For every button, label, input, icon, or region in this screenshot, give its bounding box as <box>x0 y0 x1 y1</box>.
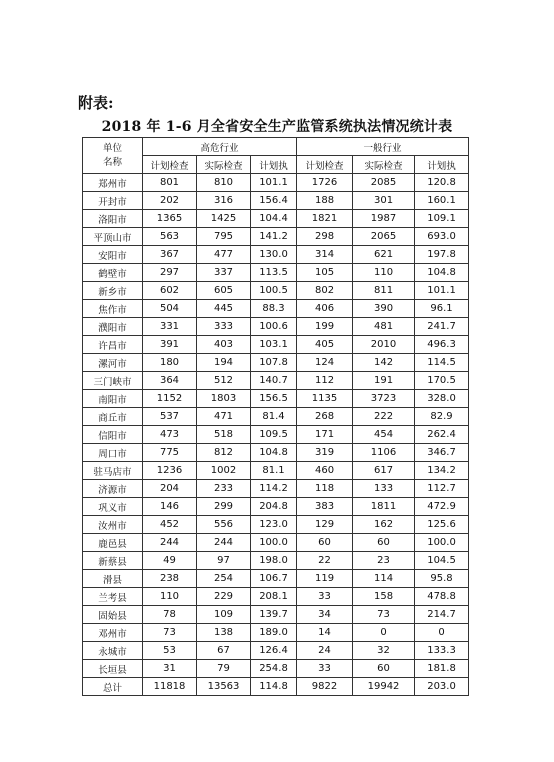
value-cell: 1821 <box>297 210 353 228</box>
value-cell: 298 <box>297 228 353 246</box>
value-cell: 1987 <box>353 210 415 228</box>
value-cell: 73 <box>353 606 415 624</box>
value-cell: 125.6 <box>415 516 469 534</box>
value-cell: 78 <box>143 606 197 624</box>
value-cell: 314 <box>297 246 353 264</box>
unit-name-cell: 新蔡县 <box>83 552 143 570</box>
value-cell: 103.1 <box>251 336 297 354</box>
table-row <box>83 354 469 372</box>
unit-name-cell: 三门峡市 <box>83 372 143 390</box>
value-cell: 254.8 <box>251 660 297 678</box>
table-row <box>83 660 469 678</box>
value-cell: 100.5 <box>251 282 297 300</box>
value-cell: 537 <box>143 408 197 426</box>
unit-name-cell: 滑县 <box>83 570 143 588</box>
table-row <box>83 408 469 426</box>
value-cell: 194 <box>197 354 251 372</box>
value-cell: 114 <box>353 570 415 588</box>
value-cell: 104.4 <box>251 210 297 228</box>
value-cell: 197.8 <box>415 246 469 264</box>
value-cell: 1365 <box>143 210 197 228</box>
value-cell: 802 <box>297 282 353 300</box>
value-cell: 364 <box>143 372 197 390</box>
value-cell: 801 <box>143 174 197 192</box>
value-cell: 139.7 <box>251 606 297 624</box>
value-cell: 328.0 <box>415 390 469 408</box>
value-cell: 0 <box>415 624 469 642</box>
value-cell: 112.7 <box>415 480 469 498</box>
value-cell: 198.0 <box>251 552 297 570</box>
value-cell: 129 <box>297 516 353 534</box>
value-cell: 2065 <box>353 228 415 246</box>
value-cell: 124 <box>297 354 353 372</box>
value-cell: 97 <box>197 552 251 570</box>
unit-name-cell: 郑州市 <box>83 174 143 192</box>
unit-name-header <box>83 138 143 174</box>
value-cell: 158 <box>353 588 415 606</box>
unit-name-cell: 洛阳市 <box>83 210 143 228</box>
unit-name-cell: 汝州市 <box>83 516 143 534</box>
value-cell: 96.1 <box>415 300 469 318</box>
value-cell: 1106 <box>353 444 415 462</box>
value-cell: 104.8 <box>415 264 469 282</box>
table-body <box>83 174 469 696</box>
table-row <box>83 480 469 498</box>
value-cell: 14 <box>297 624 353 642</box>
value-cell: 383 <box>297 498 353 516</box>
value-cell: 120.8 <box>415 174 469 192</box>
value-cell: 391 <box>143 336 197 354</box>
unit-name-cell: 鹤壁市 <box>83 264 143 282</box>
value-cell: 123.0 <box>251 516 297 534</box>
table-row <box>83 336 469 354</box>
value-cell: 107.8 <box>251 354 297 372</box>
value-cell: 518 <box>197 426 251 444</box>
value-cell: 104.8 <box>251 444 297 462</box>
value-cell: 112 <box>297 372 353 390</box>
value-cell: 512 <box>197 372 251 390</box>
value-cell: 811 <box>353 282 415 300</box>
value-cell: 88.3 <box>251 300 297 318</box>
value-cell: 406 <box>297 300 353 318</box>
value-cell: 109.5 <box>251 426 297 444</box>
value-cell: 100.6 <box>251 318 297 336</box>
value-cell: 134.2 <box>415 462 469 480</box>
value-cell: 180 <box>143 354 197 372</box>
value-cell: 203.0 <box>415 678 469 696</box>
value-cell: 605 <box>197 282 251 300</box>
unit-name-cell: 焦作市 <box>83 300 143 318</box>
value-cell: 118 <box>297 480 353 498</box>
value-cell: 106.7 <box>251 570 297 588</box>
value-cell: 113.5 <box>251 264 297 282</box>
value-cell: 101.1 <box>415 282 469 300</box>
unit-name-cell: 永城市 <box>83 642 143 660</box>
unit-name-cell: 濮阳市 <box>83 318 143 336</box>
table-row <box>83 282 469 300</box>
value-cell: 130.0 <box>251 246 297 264</box>
value-cell: 1803 <box>197 390 251 408</box>
unit-header-line1: 单位 <box>102 142 122 154</box>
value-cell: 1425 <box>197 210 251 228</box>
value-cell: 133 <box>353 480 415 498</box>
value-cell: 460 <box>297 462 353 480</box>
value-cell: 133.3 <box>415 642 469 660</box>
value-cell: 104.5 <box>415 552 469 570</box>
value-cell: 142 <box>353 354 415 372</box>
value-cell: 795 <box>197 228 251 246</box>
value-cell: 268 <box>297 408 353 426</box>
table-row <box>83 192 469 210</box>
value-cell: 101.1 <box>251 174 297 192</box>
value-cell: 82.9 <box>415 408 469 426</box>
value-cell: 2085 <box>353 174 415 192</box>
value-cell: 452 <box>143 516 197 534</box>
value-cell: 60 <box>297 534 353 552</box>
table-row <box>83 210 469 228</box>
value-cell: 333 <box>197 318 251 336</box>
value-cell: 140.7 <box>251 372 297 390</box>
value-cell: 244 <box>197 534 251 552</box>
value-cell: 53 <box>143 642 197 660</box>
value-cell: 775 <box>143 444 197 462</box>
value-cell: 73 <box>143 624 197 642</box>
value-cell: 110 <box>353 264 415 282</box>
value-cell: 367 <box>143 246 197 264</box>
value-cell: 100.0 <box>251 534 297 552</box>
value-cell: 33 <box>297 588 353 606</box>
value-cell: 1152 <box>143 390 197 408</box>
value-cell: 810 <box>197 174 251 192</box>
unit-header-line2: 名称 <box>102 156 122 168</box>
table-row <box>83 642 469 660</box>
value-cell: 11818 <box>143 678 197 696</box>
value-cell: 1726 <box>297 174 353 192</box>
col-header: 计划检查 <box>143 156 197 174</box>
value-cell: 254 <box>197 570 251 588</box>
table-row <box>83 318 469 336</box>
unit-name-cell: 平顶山市 <box>83 228 143 246</box>
unit-name-cell: 漯河市 <box>83 354 143 372</box>
col-header: 计划执 <box>415 156 469 174</box>
value-cell: 13563 <box>197 678 251 696</box>
value-cell: 114.8 <box>251 678 297 696</box>
value-cell: 297 <box>143 264 197 282</box>
value-cell: 337 <box>197 264 251 282</box>
value-cell: 316 <box>197 192 251 210</box>
value-cell: 496.3 <box>415 336 469 354</box>
value-cell: 60 <box>353 660 415 678</box>
value-cell: 238 <box>143 570 197 588</box>
value-cell: 156.4 <box>251 192 297 210</box>
value-cell: 563 <box>143 228 197 246</box>
value-cell: 202 <box>143 192 197 210</box>
value-cell: 105 <box>297 264 353 282</box>
value-cell: 60 <box>353 534 415 552</box>
value-cell: 222 <box>353 408 415 426</box>
table-row <box>83 588 469 606</box>
value-cell: 81.1 <box>251 462 297 480</box>
value-cell: 119 <box>297 570 353 588</box>
value-cell: 445 <box>197 300 251 318</box>
value-cell: 141.2 <box>251 228 297 246</box>
col-header: 实际检查 <box>197 156 251 174</box>
unit-name-cell: 商丘市 <box>83 408 143 426</box>
value-cell: 162 <box>353 516 415 534</box>
value-cell: 109 <box>197 606 251 624</box>
value-cell: 126.4 <box>251 642 297 660</box>
value-cell: 114.5 <box>415 354 469 372</box>
value-cell: 19942 <box>353 678 415 696</box>
value-cell: 331 <box>143 318 197 336</box>
value-cell: 602 <box>143 282 197 300</box>
value-cell: 138 <box>197 624 251 642</box>
value-cell: 34 <box>297 606 353 624</box>
value-cell: 390 <box>353 300 415 318</box>
unit-name-cell: 开封市 <box>83 192 143 210</box>
value-cell: 49 <box>143 552 197 570</box>
table-row <box>83 300 469 318</box>
value-cell: 32 <box>353 642 415 660</box>
value-cell: 170.5 <box>415 372 469 390</box>
high-risk-group-header: 高危行业 <box>143 138 297 156</box>
value-cell: 22 <box>297 552 353 570</box>
value-cell: 204 <box>143 480 197 498</box>
unit-name-cell: 驻马店市 <box>83 462 143 480</box>
value-cell: 244 <box>143 534 197 552</box>
col-header: 计划检查 <box>297 156 353 174</box>
total-row <box>83 678 469 696</box>
value-cell: 23 <box>353 552 415 570</box>
value-cell: 191 <box>353 372 415 390</box>
value-cell: 171 <box>297 426 353 444</box>
unit-name-cell: 长垣县 <box>83 660 143 678</box>
col-header: 实际检查 <box>353 156 415 174</box>
value-cell: 79 <box>197 660 251 678</box>
value-cell: 262.4 <box>415 426 469 444</box>
value-cell: 621 <box>353 246 415 264</box>
value-cell: 110 <box>143 588 197 606</box>
value-cell: 319 <box>297 444 353 462</box>
col-header: 计划执 <box>251 156 297 174</box>
value-cell: 481 <box>353 318 415 336</box>
table-row <box>83 624 469 642</box>
unit-name-cell: 济源市 <box>83 480 143 498</box>
value-cell: 477 <box>197 246 251 264</box>
value-cell: 556 <box>197 516 251 534</box>
table-row <box>83 534 469 552</box>
value-cell: 472.9 <box>415 498 469 516</box>
value-cell: 241.7 <box>415 318 469 336</box>
value-cell: 189.0 <box>251 624 297 642</box>
value-cell: 31 <box>143 660 197 678</box>
value-cell: 181.8 <box>415 660 469 678</box>
table-row <box>83 426 469 444</box>
value-cell: 81.4 <box>251 408 297 426</box>
value-cell: 478.8 <box>415 588 469 606</box>
unit-name-cell: 安阳市 <box>83 246 143 264</box>
table-row <box>83 372 469 390</box>
value-cell: 473 <box>143 426 197 444</box>
value-cell: 0 <box>353 624 415 642</box>
value-cell: 617 <box>353 462 415 480</box>
value-cell: 214.7 <box>415 606 469 624</box>
table-row <box>83 570 469 588</box>
value-cell: 1135 <box>297 390 353 408</box>
unit-name-cell: 鹿邑县 <box>83 534 143 552</box>
unit-name-cell: 周口市 <box>83 444 143 462</box>
value-cell: 24 <box>297 642 353 660</box>
table-row <box>83 462 469 480</box>
general-group-header: 一般行业 <box>297 138 469 156</box>
value-cell: 403 <box>197 336 251 354</box>
value-cell: 199 <box>297 318 353 336</box>
table-row <box>83 228 469 246</box>
value-cell: 405 <box>297 336 353 354</box>
unit-name-cell: 南阳市 <box>83 390 143 408</box>
value-cell: 67 <box>197 642 251 660</box>
unit-name-cell: 许昌市 <box>83 336 143 354</box>
unit-name-cell: 总计 <box>83 678 143 696</box>
value-cell: 693.0 <box>415 228 469 246</box>
value-cell: 160.1 <box>415 192 469 210</box>
table-row <box>83 606 469 624</box>
table-row <box>83 246 469 264</box>
value-cell: 33 <box>297 660 353 678</box>
page-title: 2018 年 1-6 月全省安全生产监管系统执法情况统计表 <box>101 119 453 135</box>
value-cell: 3723 <box>353 390 415 408</box>
value-cell: 208.1 <box>251 588 297 606</box>
unit-name-cell: 兰考县 <box>83 588 143 606</box>
value-cell: 100.0 <box>415 534 469 552</box>
value-cell: 301 <box>353 192 415 210</box>
value-cell: 188 <box>297 192 353 210</box>
unit-name-cell: 新乡市 <box>83 282 143 300</box>
table-row <box>83 444 469 462</box>
table-row <box>83 516 469 534</box>
value-cell: 812 <box>197 444 251 462</box>
value-cell: 204.8 <box>251 498 297 516</box>
unit-name-cell: 邓州市 <box>83 624 143 642</box>
table-row <box>83 390 469 408</box>
table-row <box>83 264 469 282</box>
value-cell: 233 <box>197 480 251 498</box>
table-row <box>83 552 469 570</box>
value-cell: 9822 <box>297 678 353 696</box>
value-cell: 1811 <box>353 498 415 516</box>
attachment-label: 附表: <box>78 94 114 112</box>
value-cell: 1236 <box>143 462 197 480</box>
value-cell: 454 <box>353 426 415 444</box>
value-cell: 471 <box>197 408 251 426</box>
value-cell: 504 <box>143 300 197 318</box>
value-cell: 114.2 <box>251 480 297 498</box>
value-cell: 229 <box>197 588 251 606</box>
value-cell: 1002 <box>197 462 251 480</box>
statistics-table <box>82 137 469 696</box>
value-cell: 109.1 <box>415 210 469 228</box>
value-cell: 2010 <box>353 336 415 354</box>
value-cell: 299 <box>197 498 251 516</box>
value-cell: 95.8 <box>415 570 469 588</box>
unit-name-cell: 固始县 <box>83 606 143 624</box>
table-row <box>83 498 469 516</box>
value-cell: 146 <box>143 498 197 516</box>
table-row <box>83 174 469 192</box>
value-cell: 156.5 <box>251 390 297 408</box>
unit-name-cell: 巩义市 <box>83 498 143 516</box>
value-cell: 346.7 <box>415 444 469 462</box>
unit-name-cell: 信阳市 <box>83 426 143 444</box>
